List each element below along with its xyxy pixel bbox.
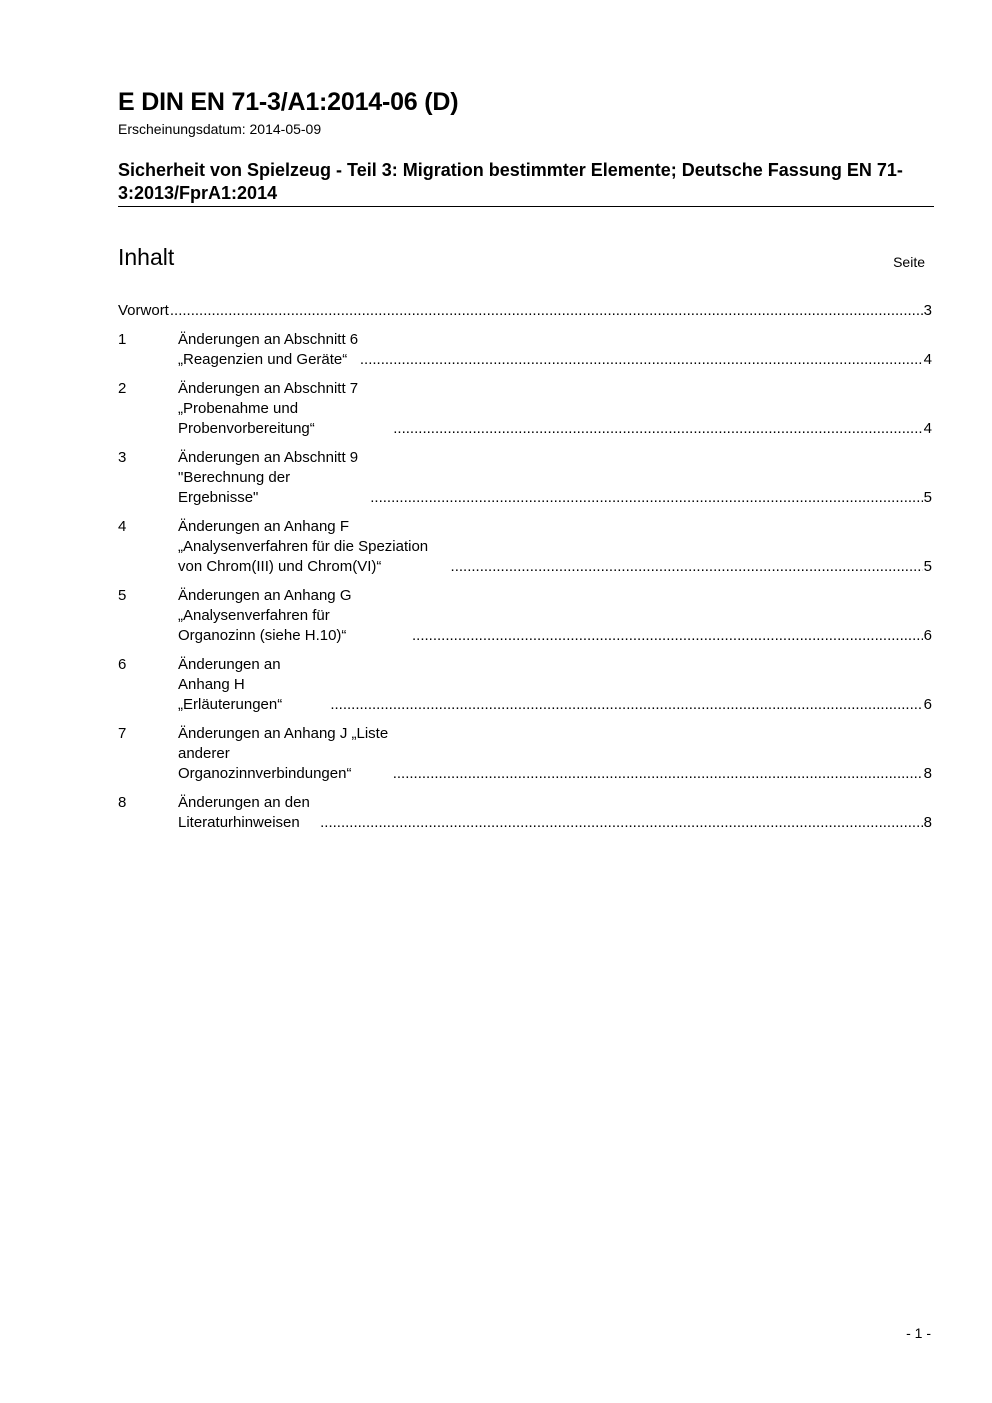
toc-entry-5[interactable] <box>118 586 932 646</box>
toc-entry-7[interactable] <box>118 724 932 784</box>
toc-entry-number: 6 <box>118 656 127 673</box>
toc-entry-8[interactable] <box>118 793 932 833</box>
toc-leader-dots <box>451 557 923 577</box>
toc-entry-number: 8 <box>118 794 127 811</box>
publication-date: Erscheinungsdatum: 2014-05-09 <box>118 121 322 137</box>
toc-entry-label: Änderungen an Anhang F „Analysenverfahren für die Speziation von Chrom(III) und Chrom(VI)“ <box>178 518 429 575</box>
toc-entry-page: 8 <box>923 765 932 782</box>
toc-entry-3[interactable] <box>118 448 932 508</box>
toc-leader-dots <box>393 764 923 784</box>
toc-leader-dots <box>393 419 922 439</box>
toc-entry-number: 3 <box>118 449 127 466</box>
toc-entry-label: Änderungen an Abschnitt 7 „Probenahme und Probenvorbereitung“ <box>178 380 359 437</box>
toc-entry-6[interactable] <box>118 655 932 715</box>
footer-page-number: - 1 - <box>906 1325 931 1341</box>
toc-entry-page: 5 <box>923 558 932 575</box>
toc-leader-dots <box>170 301 923 321</box>
toc-entry-2[interactable] <box>118 379 932 439</box>
toc-entry-label: Vorwort <box>118 302 169 319</box>
toc-entry-page: 4 <box>923 420 932 437</box>
toc-entry-label: Änderungen an Anhang J „Liste anderer Organozinnverbindungen“ <box>178 725 389 782</box>
toc-entry-label: Änderungen an Abschnitt 6 „Reagenzien und Geräte“ <box>178 331 359 368</box>
table-of-contents <box>118 301 932 842</box>
toc-entry-label: Änderungen an Abschnitt 9 "Berechnung der Ergebnisse" <box>178 449 359 506</box>
toc-entry-number: 4 <box>118 518 127 535</box>
toc-page-column-heading: Seite <box>893 254 925 270</box>
toc-entry-number: 5 <box>118 587 127 604</box>
toc-entry-number: 1 <box>118 331 127 348</box>
toc-entry-number: 7 <box>118 725 127 742</box>
toc-leader-dots <box>360 350 923 370</box>
toc-entry-label: Änderungen an Anhang H „Erläuterungen“ <box>178 656 283 713</box>
document-subtitle: Sicherheit von Spielzeug - Teil 3: Migration bestimmter Elemente; Deutsche Fassung EN 71-3:2013/FprA1:2014 <box>118 160 903 203</box>
toc-entry-page: 4 <box>923 351 932 368</box>
toc-entry-vorwort[interactable] <box>118 301 932 321</box>
toc-leader-dots <box>370 488 922 508</box>
toc-entry-4[interactable] <box>118 517 932 577</box>
toc-leader-dots <box>412 626 923 646</box>
toc-entry-1[interactable] <box>118 330 932 370</box>
toc-entry-number: 2 <box>118 380 127 397</box>
toc-entry-label: Änderungen an Anhang G „Analysenverfahren für Organozinn (siehe H.10)“ <box>178 587 352 644</box>
header-divider <box>118 206 934 207</box>
toc-entry-page: 8 <box>923 814 932 831</box>
toc-entry-page: 3 <box>923 302 932 319</box>
toc-entry-page: 5 <box>923 489 932 506</box>
toc-leader-dots <box>320 813 923 833</box>
toc-entry-page: 6 <box>923 627 932 644</box>
toc-entry-page: 6 <box>923 696 932 713</box>
toc-heading: Inhalt <box>118 244 175 270</box>
document-title: E DIN EN 71-3/A1:2014-06 (D) <box>118 88 459 116</box>
toc-entry-label: Änderungen an den Literaturhinweisen <box>178 794 310 831</box>
toc-leader-dots <box>330 695 922 715</box>
